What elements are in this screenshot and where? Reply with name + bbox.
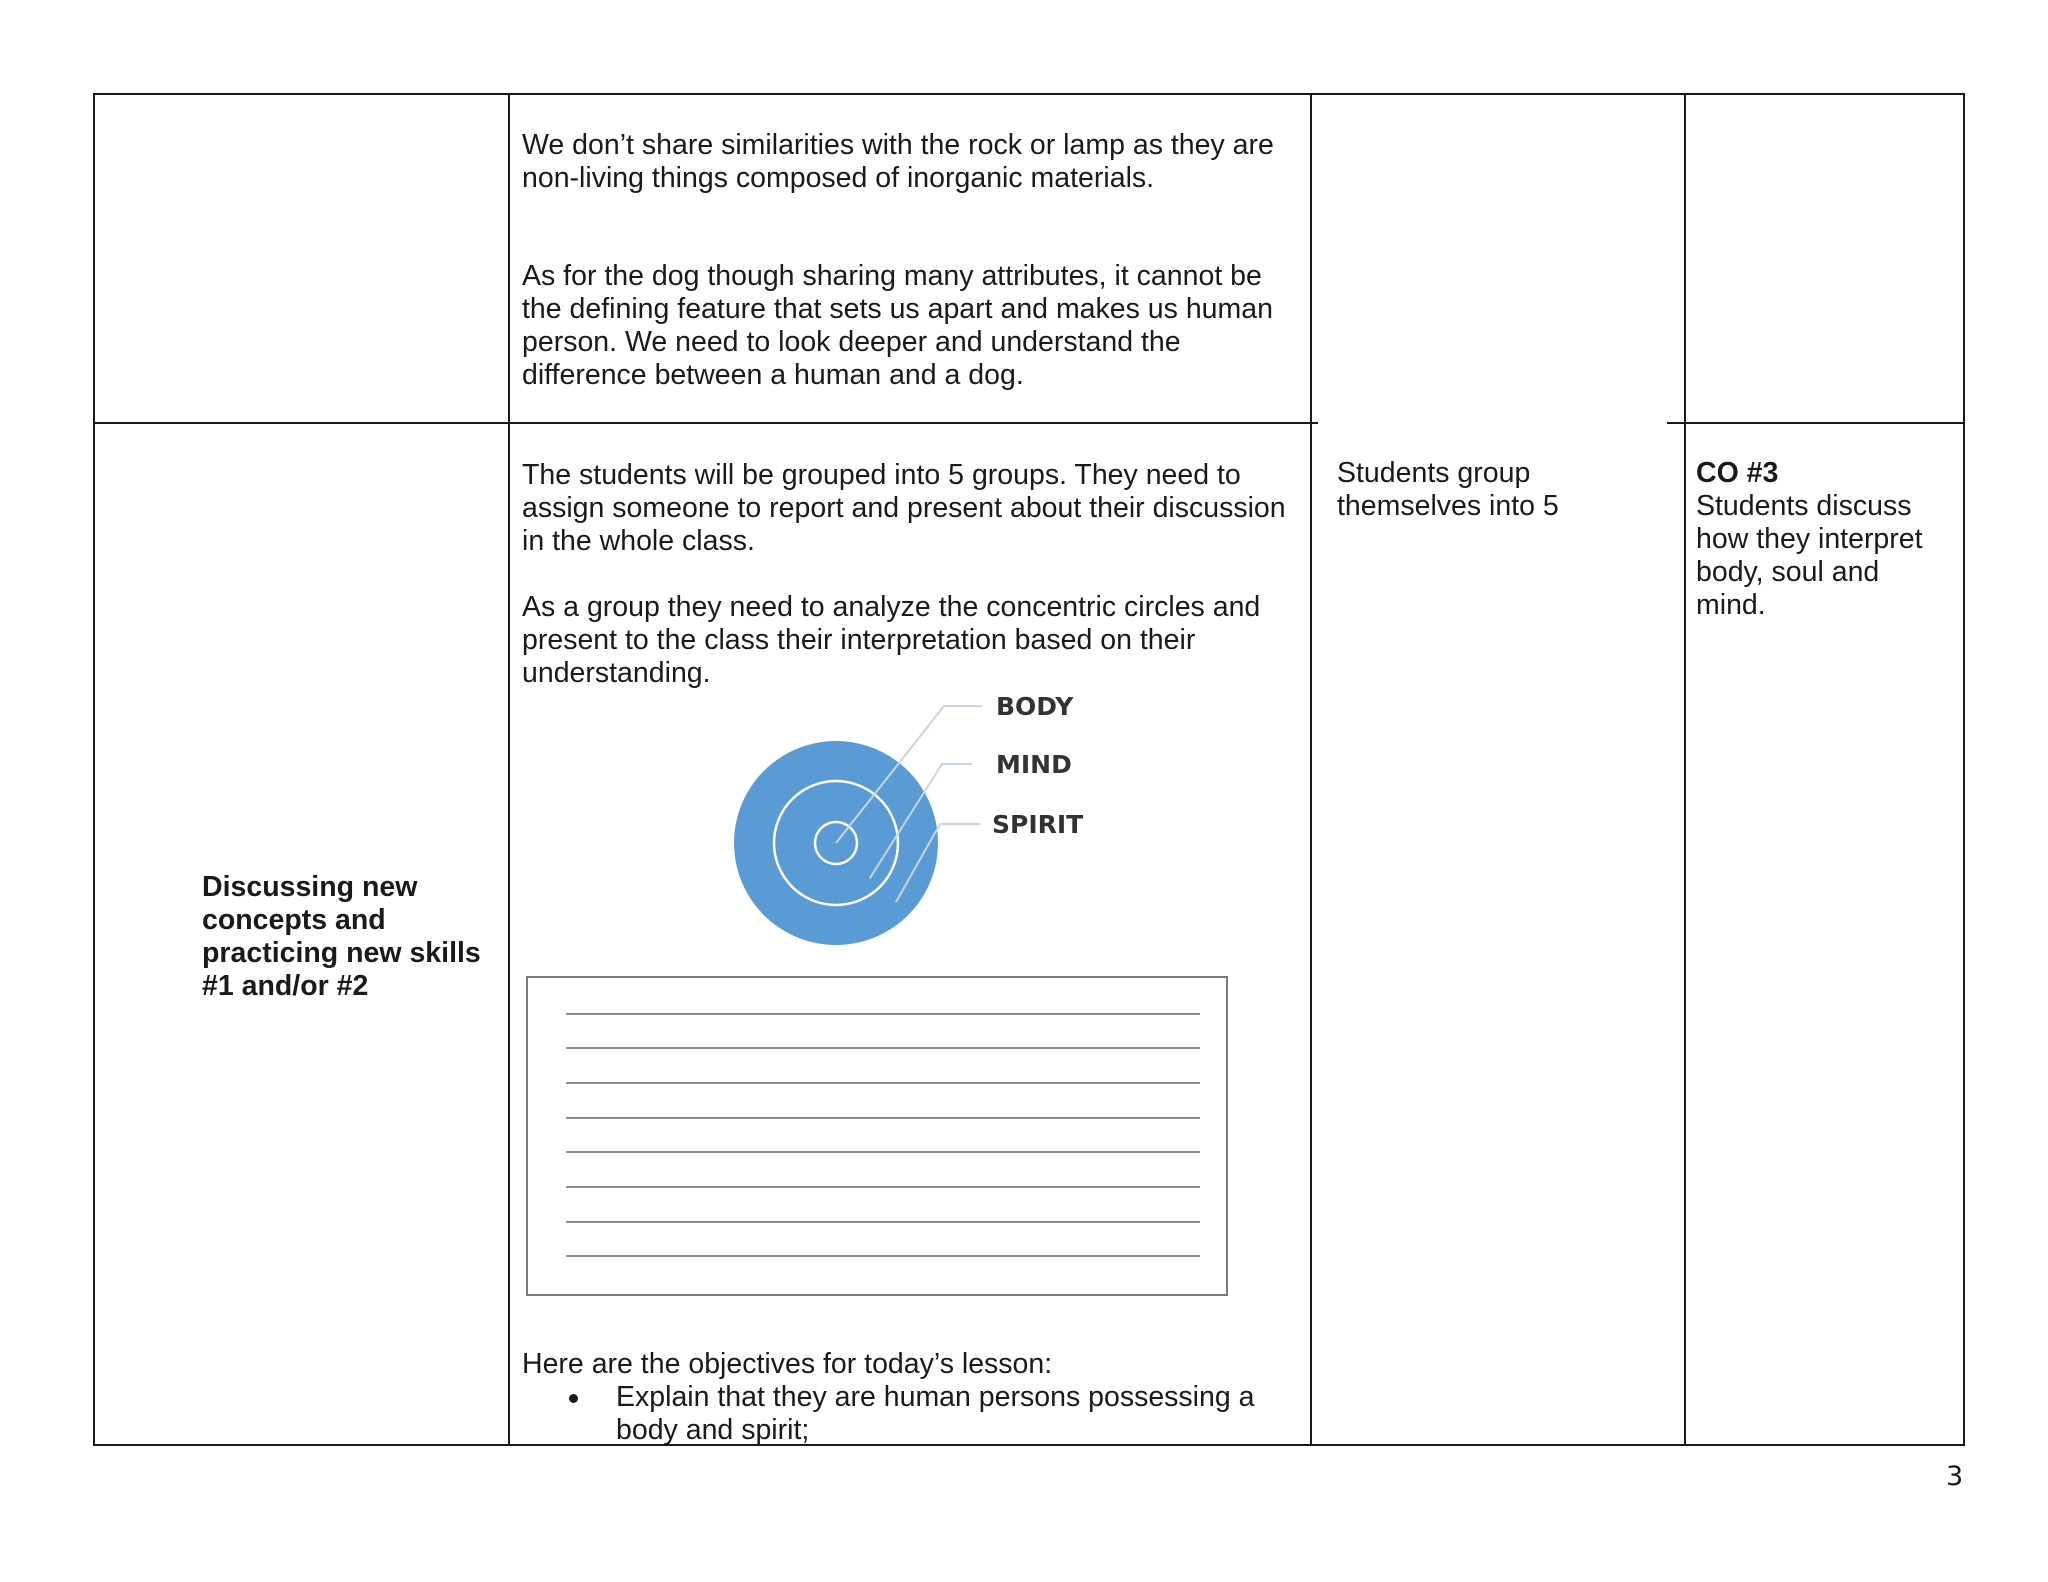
objective-text-line2: how they interpret — [1696, 523, 1923, 555]
phase-line2: concepts and — [202, 904, 386, 936]
objectives-intro: Here are the objectives for today’s lesson: — [522, 1348, 1053, 1380]
column-divider-3 — [1684, 93, 1686, 1446]
row2-para1-line1: The students will be grouped into 5 groups. They need to — [522, 459, 1241, 491]
row-divider-left — [93, 422, 1318, 424]
table-left-border — [93, 93, 95, 1446]
row2-para2-line2: present to the class their interpretation based on their — [522, 624, 1196, 656]
student-activity-line1: Students group — [1337, 457, 1531, 489]
column-divider-1 — [508, 93, 510, 1446]
objective-text-line4: mind. — [1696, 589, 1766, 621]
page-number: 3 — [1946, 1461, 1964, 1492]
diagram-label-mind: MIND — [996, 750, 1072, 779]
row2-para1-line2: assign someone to report and present about their discussion — [522, 492, 1286, 524]
objective-heading: CO #3 — [1696, 457, 1779, 489]
row2-para1-line3: in the whole class. — [522, 525, 755, 557]
objective-text-line3: body, soul and — [1696, 556, 1880, 588]
phase-line1: Discussing new — [202, 871, 418, 903]
row-divider-right — [1667, 422, 1965, 424]
concentric-circles-diagram — [720, 680, 1120, 960]
bullet-icon — [569, 1394, 578, 1403]
ruled-answer-box — [526, 976, 1230, 1298]
objective-1-line2: body and spirit; — [616, 1414, 810, 1446]
phase-line4: #1 and/or #2 — [202, 970, 369, 1002]
diagram-label-body: BODY — [996, 692, 1074, 721]
objective-text-line1: Students discuss — [1696, 490, 1912, 522]
row1-para1-line1: We don’t share similarities with the rock or lamp as they are — [522, 129, 1274, 161]
column-divider-2 — [1310, 93, 1312, 1446]
table-right-border — [1963, 93, 1965, 1446]
row1-para2-line4: difference between a human and a dog. — [522, 359, 1024, 391]
row1-para1-line2: non-living things composed of inorganic materials. — [522, 162, 1155, 194]
row2-para2-line3: understanding. — [522, 657, 711, 689]
diagram-label-spirit: SPIRIT — [992, 810, 1084, 839]
phase-line3: practicing new skills — [202, 937, 481, 969]
row1-para2-line3: person. We need to look deeper and understand the — [522, 326, 1181, 358]
student-activity-line2: themselves into 5 — [1337, 490, 1559, 522]
row1-para2-line2: the defining feature that sets us apart and makes us human — [522, 293, 1273, 325]
ruled-lines — [566, 1014, 1200, 1256]
row2-para2-line1: As a group they need to analyze the concentric circles and — [522, 591, 1261, 623]
row1-para2-line1: As for the dog though sharing many attributes, it cannot be — [522, 260, 1262, 292]
objective-1-line1: Explain that they are human persons possessing a — [616, 1381, 1255, 1413]
